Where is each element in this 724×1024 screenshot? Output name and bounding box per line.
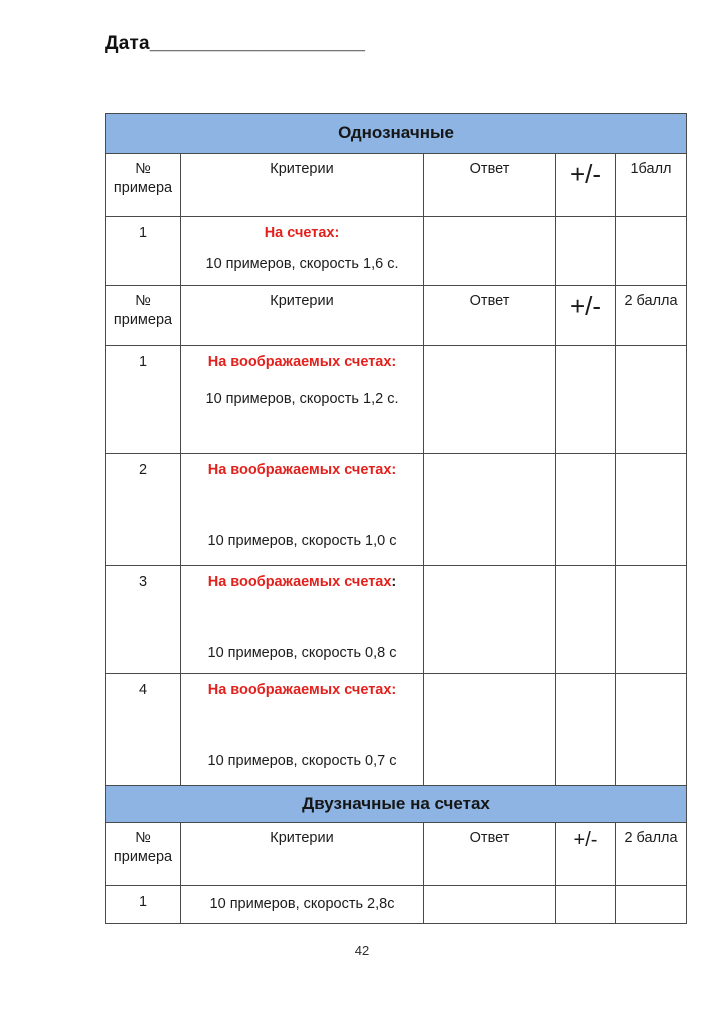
table-row [106,154,687,217]
criteria-cell [181,674,424,786]
col-header-plus-minus: +/- [556,154,616,217]
table-row [106,286,687,346]
table-row [106,786,687,823]
criteria-detail: 10 примеров, скорость 0,7 с [207,752,397,769]
points-cell [616,217,687,286]
example-number-cell: 1 [106,217,181,286]
col-header-criteria: Критерии [181,286,424,346]
criteria-cell [181,454,424,566]
answer-cell [424,566,556,674]
table-row [106,566,687,674]
answer-cell [424,886,556,924]
col-header-example-number: № примера [106,286,181,346]
criteria-detail: 10 примеров, скорость 1,0 с [207,532,397,549]
points-cell [616,346,687,454]
criteria-cell [181,217,424,286]
points-cell [616,454,687,566]
criteria-heading: На воображаемых счетах: [207,354,397,370]
section-title-odnoznachnye: Однозначные [106,114,687,154]
points-cell [616,886,687,924]
plus-minus-cell [556,454,616,566]
col-header-criteria: Критерии [181,823,424,886]
col-header-answer: Ответ [424,154,556,217]
criteria-cell [181,346,424,454]
col-header-criteria: Критерии [181,154,424,217]
example-number-cell: 1 [106,886,181,924]
answer-cell [424,346,556,454]
assessment-table [105,113,687,924]
plus-minus-cell [556,217,616,286]
date-line: Дата____________________ [105,33,366,54]
answer-cell [424,217,556,286]
table-row [106,217,687,286]
table-row [106,114,687,154]
col-header-answer: Ответ [424,823,556,886]
col-header-plus-minus: +/- [556,286,616,346]
criteria-detail: 10 примеров, скорость 0,8 с [207,644,397,661]
col-header-answer: Ответ [424,286,556,346]
col-header-points: 2 балла [616,286,687,346]
col-header-example-number: № примера [106,154,181,217]
criteria-heading: На воображаемых счетах: [207,574,397,590]
col-header-points: 1балл [616,154,687,217]
example-number-cell: 3 [106,566,181,674]
table-row [106,346,687,454]
table-row [106,454,687,566]
criteria-heading: На счетах: [264,225,340,241]
plus-minus-cell [556,886,616,924]
criteria-heading: На воображаемых счетах: [207,462,397,478]
answer-cell [424,674,556,786]
table-row [106,823,687,886]
example-number-cell: 1 [106,346,181,454]
points-cell [616,566,687,674]
criteria-detail: 10 примеров, скорость 1,6 с. [205,255,399,272]
plus-minus-cell [556,346,616,454]
plus-minus-cell [556,674,616,786]
col-header-plus-minus: +/- [556,823,616,886]
col-header-points: 2 балла [616,823,687,886]
criteria-heading: На воображаемых счетах: [207,682,397,698]
criteria-detail: 10 примеров, скорость 1,2 с. [205,390,399,407]
example-number-cell: 4 [106,674,181,786]
example-number-cell: 2 [106,454,181,566]
answer-cell [424,454,556,566]
table-row [106,674,687,786]
points-cell [616,674,687,786]
section-title-dvuznachnye: Двузначные на счетах [106,786,687,823]
criteria-cell: 10 примеров, скорость 2,8с [181,886,424,924]
table-row [106,886,687,924]
page-number: 42 [354,943,370,958]
col-header-example-number: № примера [106,823,181,886]
plus-minus-cell [556,566,616,674]
criteria-cell [181,566,424,674]
